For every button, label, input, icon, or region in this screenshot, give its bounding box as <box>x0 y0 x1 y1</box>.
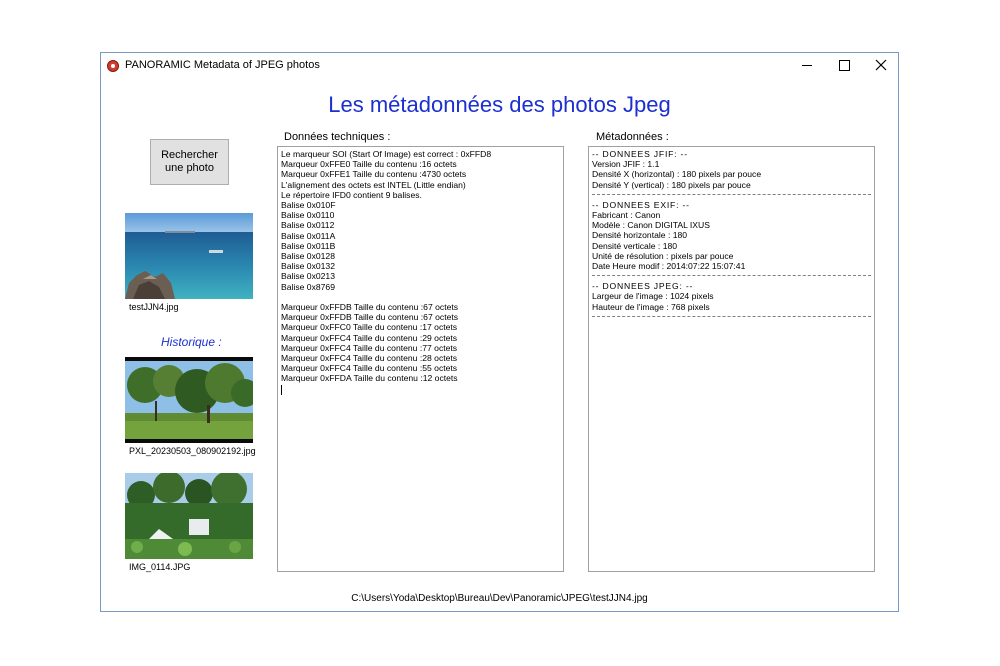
technical-line: Marqueur 0xFFC0 Taille du contenu :17 octets <box>281 322 458 333</box>
technical-line: Balise 0x0128 <box>281 251 335 262</box>
technical-line: Marqueur 0xFFC4 Taille du contenu :29 octets <box>281 332 458 343</box>
technical-line: Balise 0x0213 <box>281 271 335 282</box>
minimize-button[interactable] <box>789 53 825 79</box>
maximize-icon <box>839 60 850 71</box>
metadata-line: Modèle : Canon DIGITAL IXUS <box>592 220 710 231</box>
technical-line: Balise 0x8769 <box>281 281 335 292</box>
search-photo-button[interactable] <box>150 139 229 185</box>
metadata-line: Densité X (horizontal) : 180 pixels par pouce <box>592 169 762 180</box>
technical-line: Marqueur 0xFFC4 Taille du contenu :28 octets <box>281 353 458 364</box>
close-button[interactable] <box>863 53 899 79</box>
metadata-section-header: -- DONNEES JFIF: -- <box>592 149 688 159</box>
app-window <box>100 52 899 612</box>
history-thumbnail-1[interactable] <box>125 357 253 443</box>
metadata-textarea[interactable] <box>588 146 875 572</box>
history-image-1 <box>125 357 253 443</box>
technical-line: Marqueur 0xFFE0 Taille du contenu :16 octets <box>281 159 457 170</box>
metadata-separator <box>592 316 871 317</box>
file-path: C:\Users\Yoda\Desktop\Bureau\Dev\Panoramic\JPEG\testJJN4.jpg <box>351 593 648 604</box>
metadata-line: Densité verticale : 180 <box>592 240 678 251</box>
metadata-line: Largeur de l'image : 1024 pixels <box>592 291 714 302</box>
technical-line: Marqueur 0xFFE1 Taille du contenu :4730 octets <box>281 169 467 180</box>
metadata-line: Version JFIF : 1.1 <box>592 159 660 170</box>
history-thumbnail-2[interactable] <box>125 473 253 559</box>
current-photo-image <box>125 213 253 299</box>
metadata-line: Fabricant : Canon <box>592 210 661 221</box>
metadata-line: Densité horizontale : 180 <box>592 230 688 241</box>
technical-line: Balise 0x0112 <box>281 220 335 231</box>
history-image-2 <box>125 473 253 559</box>
technical-line: Balise 0x010F <box>281 200 336 211</box>
metadata-line: Date Heure modif : 2014:07:22 15:07:41 <box>592 261 746 272</box>
technical-line: Marqueur 0xFFDB Taille du contenu :67 octets <box>281 312 459 323</box>
metadata-line: Densité Y (vertical) : 180 pixels par pouce <box>592 179 751 190</box>
technical-line: Marqueur 0xFFC4 Taille du contenu :77 octets <box>281 342 458 353</box>
history-label: Historique : <box>161 335 222 349</box>
close-icon <box>875 59 887 71</box>
technical-line: Balise 0x011B <box>281 240 336 251</box>
technical-line: Le répertoire IFD0 contient 9 balises. <box>281 189 422 200</box>
search-button-label-line1: Rechercher <box>161 149 218 161</box>
technical-data-textarea[interactable] <box>277 146 564 572</box>
technical-line <box>281 292 560 302</box>
history-filename-1: PXL_20230503_080902192.jpg <box>129 446 256 456</box>
current-photo-thumbnail[interactable] <box>125 213 253 299</box>
metadata-section-header: -- DONNEES JPEG: -- <box>592 281 694 292</box>
minimize-icon <box>802 65 812 66</box>
metadata-line: Unité de résolution : pixels par pouce <box>592 250 734 261</box>
technical-line: L'alignement des octets est INTEL (Little endian) <box>281 179 466 190</box>
metadata-separator <box>592 194 871 195</box>
panoramic-app-icon <box>107 60 119 72</box>
technical-line: Marqueur 0xFFC4 Taille du contenu :55 octets <box>281 363 458 374</box>
technical-line: Marqueur 0xFFDB Taille du contenu :67 octets <box>281 302 459 313</box>
technical-data-label: Données techniques : <box>284 131 391 143</box>
technical-line: Balise 0x011A <box>281 230 336 241</box>
history-filename-2: IMG_0114.JPG <box>129 562 191 572</box>
metadata-label: Métadonnées : <box>596 131 669 143</box>
maximize-button[interactable] <box>826 53 862 79</box>
text-caret <box>281 385 282 395</box>
title-bar[interactable] <box>101 53 898 79</box>
technical-line: Le marqueur SOI (Start Of Image) est correct : 0xFFD8 <box>281 149 492 159</box>
page-title: Les métadonnées des photos Jpeg <box>328 92 671 117</box>
metadata-line: Hauteur de l'image : 768 pixels <box>592 301 710 312</box>
current-photo-filename: testJJN4.jpg <box>129 302 179 312</box>
window-title: PANORAMIC Metadata of JPEG photos <box>125 59 320 71</box>
technical-line: Balise 0x0110 <box>281 210 335 221</box>
technical-line: Marqueur 0xFFDA Taille du contenu :12 octets <box>281 373 458 384</box>
metadata-separator <box>592 275 871 276</box>
metadata-section-header: -- DONNEES EXIF: -- <box>592 199 690 210</box>
search-button-label-line2: une photo <box>165 162 214 174</box>
technical-line: Balise 0x0132 <box>281 261 335 272</box>
